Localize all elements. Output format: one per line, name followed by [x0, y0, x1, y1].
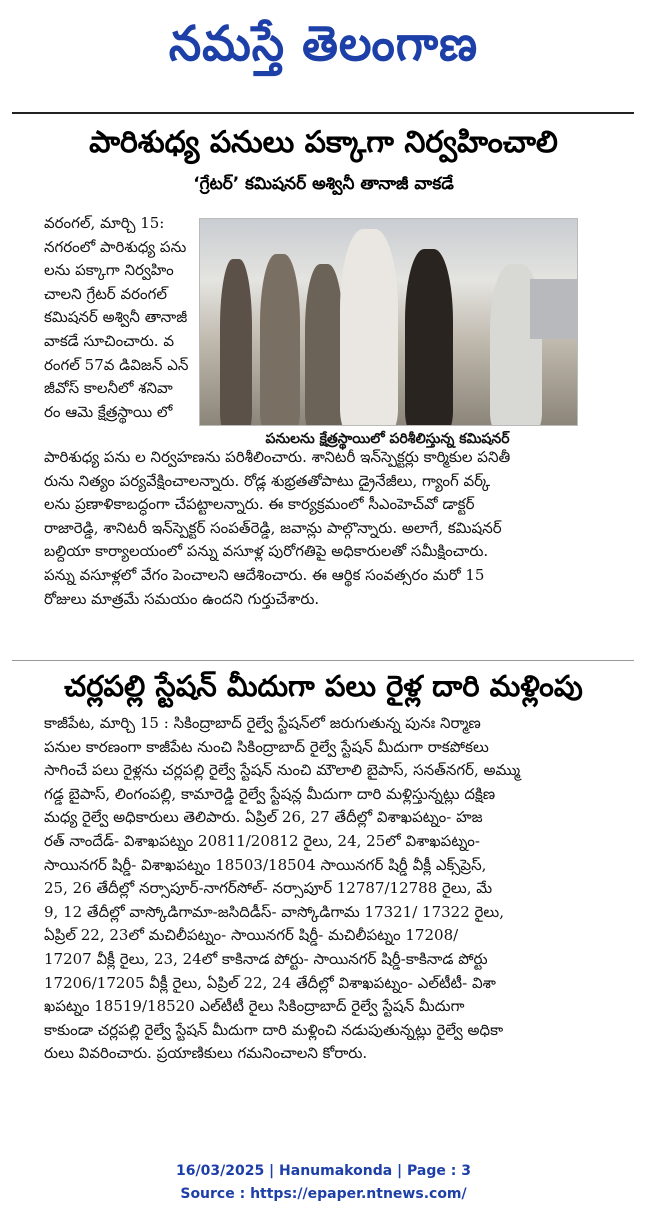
masthead-title: నమస్తే తెలంగాణ — [168, 14, 479, 72]
article1-body — [44, 446, 574, 611]
photo-caption: పనులను క్షేత్రస్థాయిలో పరిశీలిస్తున్న కమిషనర్ — [265, 431, 510, 447]
text-line: జీవోస్ కాలనీలో శనివా — [44, 379, 173, 398]
text-line: పనుల కారణంగా కాజీపేట నుంచి సికింద్రాబాద్ రైల్వే స్టేషన్ మీదుగా రాకపోకలు — [44, 737, 489, 756]
text-line: సాయినగర్ షిర్డీ- విశాఖపట్నం 18503/18504 సాయినగర్ షిర్డీ వీక్లీ ఎక్స్‌ప్రెస్, — [44, 855, 487, 874]
text-line: కాజీపేట, మార్చి 15 : సికింద్రాబాద్ రైల్వే స్టేషన్‌లో జరుగుతున్న పునః నిర్మాణ — [44, 714, 481, 732]
text-line: పన్ను వసూళ్లలో వేగం పెంచాలని ఆదేశించారు. ఈ ఆర్థిక సంవత్సరం మరో 15 — [44, 565, 485, 584]
newspaper-masthead — [0, 8, 647, 78]
text-line: లను ప్రణాళికాబద్ధంగా చేపట్టాలన్నారు. ఈ కార్యక్రమంలో సీఎంహెచ్‌వో డాక్టర్ — [44, 495, 475, 514]
text-line: సాగించే పలు రైళ్లను చర్లపల్లి రైల్వే స్టేషన్ నుంచి మౌలాలి బైపాస్, సనత్‌నగర్, అమ్ము — [44, 761, 521, 780]
text-line: రం ఆమె క్షేత్రస్థాయి లో — [44, 402, 173, 421]
text-line: రులు వివరించారు. ప్రయాణికులు గమనించాలని కోరారు. — [44, 1044, 368, 1063]
article-divider — [12, 660, 634, 661]
article1-headline: పారిశుధ్య పనులు పక్కాగా నిర్వహించాలి — [89, 125, 558, 160]
text-line: రంగల్ 57వ డివిజన్ ఎన్ — [44, 355, 189, 374]
text-line: కాకుండా చర్లపల్లి రైల్వే స్టేషన్ మీదుగా దారి మళ్లించి నడుపుతున్నట్లు రైల్వే అధికా — [44, 1020, 504, 1039]
article1-intro — [44, 212, 194, 424]
text-line: గడ్డ బైపాస్, లింగంపల్లి, కామారెడ్డి రైల్వే స్టేషన్ల మీదుగా దారి మళ్లిస్తున్నట్లు దక్షిణ — [44, 784, 496, 803]
text-line: 9, 12 తేదీల్లో వాస్కోడిగామా-జసిదిడీస్- వాస్కోడిగామ 17321/ 17322 రైలు, — [44, 902, 505, 921]
text-line: 17206/17205 వీక్లీ రైలు, ఏప్రిల్ 22, 24 తేదీల్లో విశాఖపట్నం- ఎల్‌టీటీ- విశా — [44, 973, 496, 992]
text-line: నగరంలో పారిశుధ్య పను — [44, 237, 187, 256]
text-line: వరంగల్, మార్చి 15: — [44, 214, 165, 232]
text-line: రాజారెడ్డి, శానిటరీ ఇన్‌స్పెక్టర్ సంపత్‌రెడ్డి, జవాన్లు పాల్గొన్నారు. అలాగే, కమిషనర్ — [44, 518, 502, 537]
text-line: 25, 26 తేదీల్లో నర్సాపూర్-నాగర్‌సోల్- నర్సాపూర్ 12787/12788 రైలు, మే — [44, 879, 493, 898]
text-line: 17207 వీక్లీ రైలు, 23, 24లో కాకినాడ పోర్టు- సాయినగర్ షిర్డీ-కాకినాడ పోర్టు — [44, 949, 488, 968]
text-line: రును నిత్యం పర్యవేక్షించాలన్నారు. రోడ్ల శుభ్రతతోపాటు డ్రైనేజీలు, గ్యాంగ్ వర్క్ — [44, 471, 491, 490]
text-line: ఖపట్నం 18519/18520 ఎల్‌టీటీ రైలు సికింద్రాబాద్ రైల్వే స్టేషన్ మీదుగా — [44, 997, 465, 1016]
text-line: పారిశుధ్య పను ల నిర్వహణను పరిశీలించారు. శానిటరీ ఇన్‌స్పెక్టర్లు కార్మికుల పనితీ — [44, 448, 511, 466]
text-line: ఏప్రిల్ 22, 23లో మచిలీపట్నం- సాయినగర్ షిర్డీ- మచిలీపట్నం 17208/ — [44, 926, 459, 945]
top-divider — [12, 112, 634, 114]
text-line: లను పక్కాగా నిర్వహిం — [44, 261, 174, 280]
article1-subheadline: ‘గ్రేటర్’ కమిషనర్ అశ్వినీ తానాజీ వాకడే — [193, 174, 454, 194]
text-line: మధ్య రైల్వే అధికారులు తెలిపారు. ఏప్రిల్ 26, 27 తేదీల్లో విశాఖపట్నం- హజ — [44, 808, 483, 827]
article2-headline: చర్లపల్లి స్టేషన్ మీదుగా పలు రైళ్ల దారి మళ్లింపు — [64, 669, 583, 703]
text-line: కమిషనర్ అశ్వినీ తానాజీ — [44, 308, 188, 327]
footer-source: Source : https://epaper.ntnews.com/ — [180, 1186, 467, 1202]
text-line: రోజులు మాత్రమే సమయం ఉందని గుర్తుచేశారు. — [44, 589, 320, 608]
text-line: వాకడే సూచించారు. వ — [44, 331, 174, 350]
text-line: రత్ నాందేడ్- విశాఖపట్నం 20811/20812 రైలు, 24, 25లో విశాఖపట్నం- — [44, 831, 480, 850]
article2-body — [44, 712, 574, 1066]
footer-edition-info: 16/03/2025 | Hanumakonda | Page : 3 — [176, 1163, 471, 1179]
text-line: బల్దియా కార్యాలయంలో పన్ను వసూళ్ల పురోగతిపై అధికారులతో సమీక్షించారు. — [44, 542, 489, 561]
text-line: చాలని గ్రేటర్ వరంగల్ — [44, 284, 168, 303]
article-photo — [199, 218, 578, 426]
